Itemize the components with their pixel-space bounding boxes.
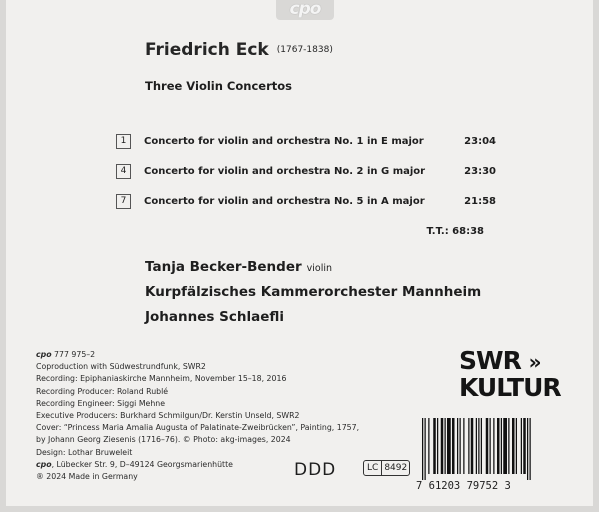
- track-number: 1: [116, 134, 131, 149]
- barcode-bar: [523, 418, 526, 474]
- track-row: [116, 164, 496, 180]
- track-duration: 23:30: [464, 166, 496, 177]
- label-code-prefix: LC: [364, 461, 382, 475]
- credit-line: Recording: Epiphaniaskirche Mannheim, November 15–18, 2016: [36, 374, 287, 384]
- barcode-bar: [493, 418, 494, 474]
- credit-line: Recording Engineer: Siggi Mehne: [36, 398, 166, 408]
- barcode: [416, 418, 586, 492]
- barcode-bar: [486, 418, 489, 474]
- barcode-bar: [468, 418, 469, 474]
- barcode-bar: [437, 418, 438, 474]
- total-time: T.T.: 68:38: [426, 226, 484, 237]
- kultur-text: KULTUR: [459, 373, 561, 402]
- ddd-mark: DDD: [294, 460, 337, 480]
- credit-line: Coproduction with Südwestrundfunk, SWR2: [36, 362, 206, 372]
- catalog-number: 777 975–2: [54, 350, 96, 359]
- back-cover: [6, 0, 593, 506]
- barcode-bar: [512, 418, 515, 474]
- performer-conductor: [145, 309, 284, 325]
- composer: [145, 40, 333, 60]
- performer-name: Tanja Becker-Bender: [145, 259, 302, 275]
- barcode-bar: [425, 418, 426, 480]
- track-row: [116, 134, 496, 150]
- credit-line: by Johann Georg Ziesenis (1716–76). © Photo: akg-images, 2024: [36, 435, 291, 445]
- barcode-bar: [422, 418, 423, 480]
- chevrons-icon: »: [528, 350, 538, 374]
- cpo-mark: cpo: [36, 459, 52, 469]
- track-title: Concerto for violin and orchestra No. 1 in E major: [144, 136, 424, 147]
- credit-line: Recording Producer: Roland Rublé: [36, 386, 169, 396]
- barcode-digits: 7 61203 79752 3: [416, 480, 511, 492]
- barcode-bar: [457, 418, 458, 474]
- track-duration: 21:58: [464, 196, 496, 207]
- swr-text: SWR: [459, 346, 521, 375]
- performer-soloist: [145, 259, 332, 275]
- barcode-bar: [503, 418, 507, 474]
- barcode-bar: [460, 418, 461, 474]
- composer-dates: (1767-1838): [276, 45, 333, 55]
- barcode-bar: [476, 418, 477, 474]
- credit-line: Cover: “Princess Maria Amalia Augusta of Palatinate-Zweibrücken”, Painting, 1757,: [36, 423, 360, 433]
- track-title: Concerto for violin and orchestra No. 2 in G major: [144, 166, 426, 177]
- album-subtitle: Three Violin Concertos: [145, 79, 292, 93]
- barcode-bar: [445, 418, 446, 474]
- barcode-bar: [478, 418, 479, 474]
- barcode-bar: [501, 418, 502, 474]
- barcode-bar: [463, 418, 464, 474]
- swr-kultur-logo: [459, 348, 561, 401]
- performer-role: violin: [306, 263, 333, 274]
- performer-name: Johannes Schlaefli: [145, 309, 284, 325]
- track-duration: 23:04: [464, 136, 496, 147]
- cpo-mark: cpo: [36, 350, 52, 359]
- track-number: 4: [116, 164, 131, 179]
- barcode-bar: [497, 418, 500, 474]
- barcode-bar: [521, 418, 522, 474]
- performer-orchestra: [145, 284, 481, 300]
- cpo-logo: cpo: [276, 0, 334, 20]
- catalog-line: [36, 349, 359, 361]
- label-code-number: 8492: [384, 463, 408, 473]
- composer-name: Friedrich Eck: [145, 40, 269, 60]
- barcode-bar: [527, 418, 528, 480]
- barcode-bar: [447, 418, 451, 474]
- label-code: [363, 460, 410, 476]
- barcode-bar: [471, 418, 474, 474]
- barcode-bar: [530, 418, 531, 480]
- barcode-bars: [416, 418, 586, 480]
- barcode-bar: [508, 418, 509, 474]
- barcode-bar: [433, 418, 436, 474]
- credit-line: Design: Lothar Bruweleit: [36, 447, 133, 457]
- performer-name: Kurpfälzisches Kammerorchester Mannheim: [145, 284, 482, 300]
- address: , Lübecker Str. 9, D–49124 Georgsmarienhütte: [51, 459, 233, 469]
- barcode-bar: [490, 418, 491, 474]
- barcode-bar: [516, 418, 517, 474]
- barcode-bar: [452, 418, 455, 474]
- track-number: 7: [116, 194, 131, 209]
- track-title: Concerto for violin and orchestra No. 5 in A major: [144, 196, 425, 207]
- barcode-bar: [428, 418, 429, 474]
- credit-line: Executive Producers: Burkhard Schmilgun/Dr. Kerstin Unseld, SWR2: [36, 411, 300, 421]
- barcode-bar: [441, 418, 444, 474]
- copyright-line: ® 2024 Made in Germany: [36, 472, 138, 482]
- barcode-bar: [481, 418, 482, 474]
- track-row: [116, 194, 496, 210]
